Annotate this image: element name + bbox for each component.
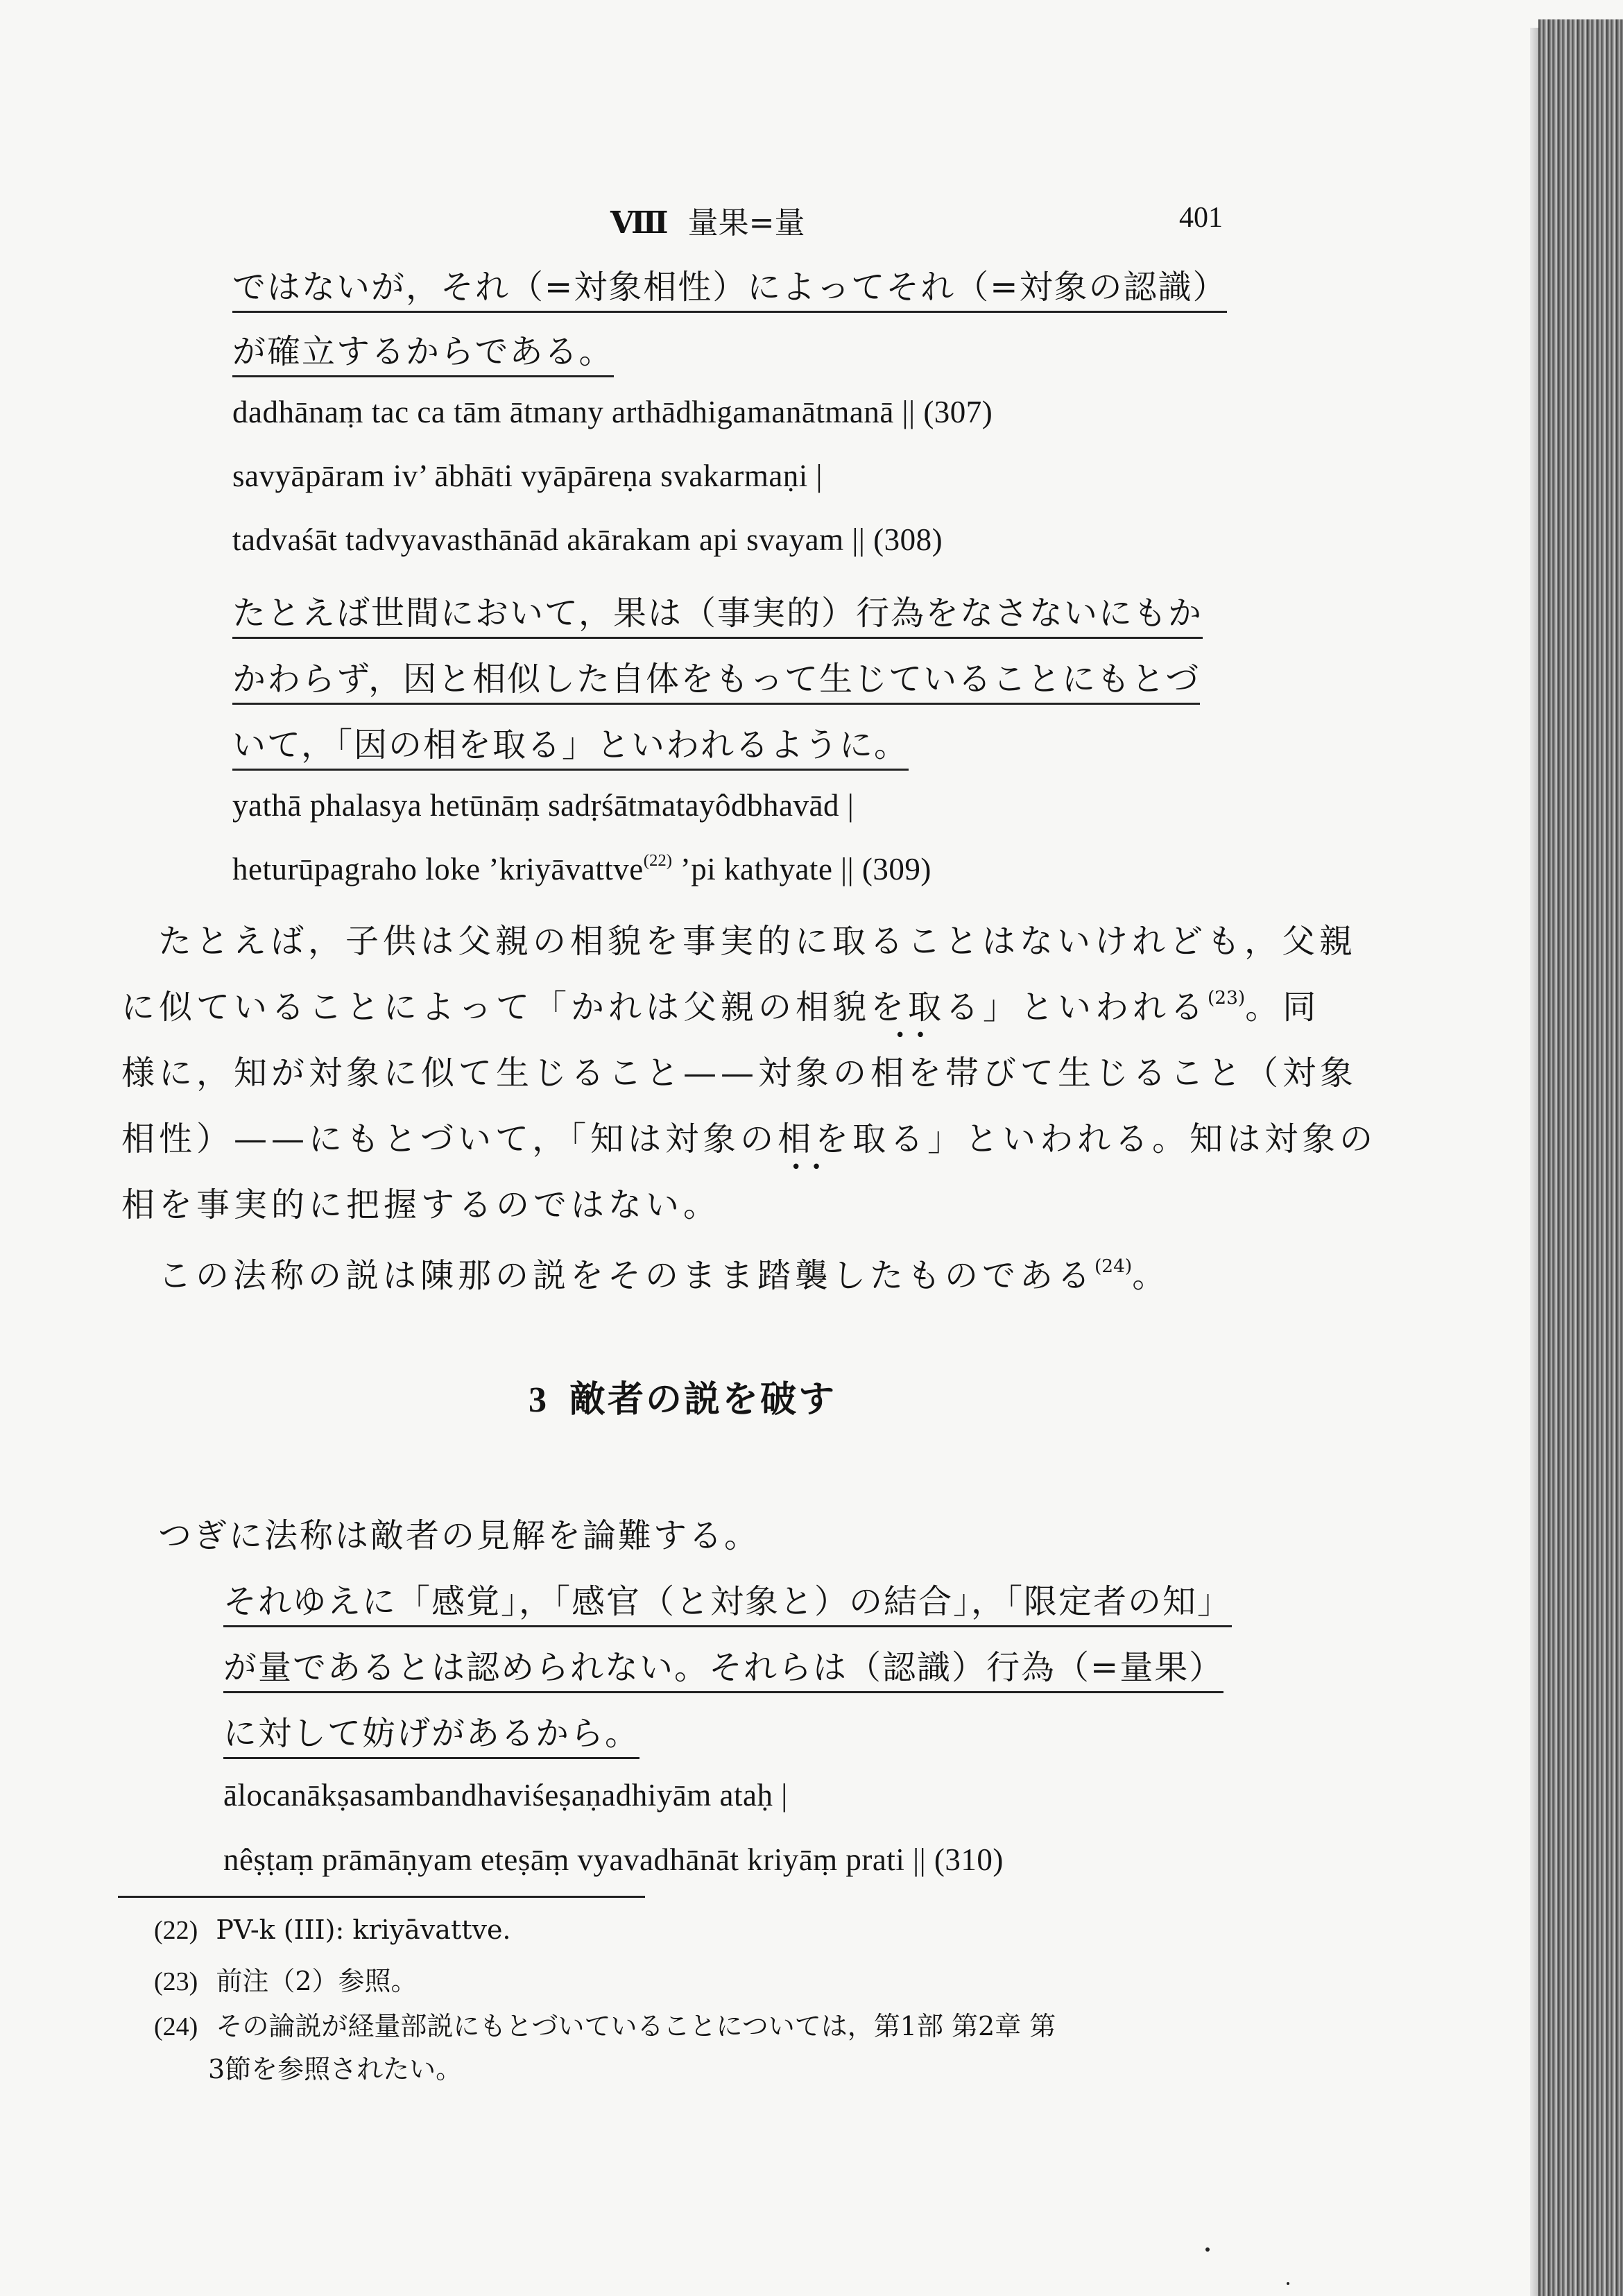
footnote-continuation: 3節を参照されたい。 bbox=[208, 2054, 463, 2084]
scan-speck bbox=[1205, 2247, 1210, 2252]
body-paragraph-line bbox=[121, 980, 1320, 1028]
sanskrit-verse-line: savyāpāram iv’ ābhāti vyāpāreṇa svakarmaṇi | bbox=[232, 459, 823, 493]
sanskrit-verse-line: tadvaśāt tadvyavasthānād akārakam api svayam || (308) bbox=[232, 522, 943, 557]
body-text: 。 bbox=[1132, 1256, 1170, 1295]
footnote-text: 前注（2）参照。 bbox=[216, 1966, 418, 1996]
verse-translation-line: が量であるとは認められない。それらは（認識）行為（=量果） bbox=[223, 1640, 1223, 1693]
sanskrit-verse-line: dadhānaṃ tac ca tām ātmany arthādhigamanātmanā || (307) bbox=[232, 395, 993, 429]
verse-translation-line: いて，「因の相を取る」といわれるように。 bbox=[232, 718, 909, 771]
page-number: 401 bbox=[1179, 202, 1223, 234]
sanskrit-verse-line: yathā phalasya hetūnāṃ sadṛśātmatayôdbhavād | bbox=[232, 788, 855, 823]
footnote bbox=[154, 1960, 418, 1998]
body-text: この法称の説は陳那の説をそのまま踏襲したものである bbox=[158, 1256, 1095, 1295]
body-paragraph-line: 様に，知が対象に似て生じること——対象の相を帯びて生じること（対象 bbox=[121, 1054, 1358, 1093]
verse-translation-line: ではないが，それ（=対象相性）によってそれ（=対象の認識） bbox=[232, 260, 1227, 313]
footnote-text: その論説が経量部説にもとづいていることについては，第1部 第2章 第 bbox=[216, 2011, 1056, 2041]
chapter-roman-numeral: Ⅷ bbox=[610, 205, 669, 241]
section-title: 敵者の説を破す bbox=[569, 1378, 837, 1421]
footnote-ref: (22) bbox=[643, 851, 672, 871]
footnote-separator bbox=[118, 1896, 645, 1898]
verse-translation-line: たとえば世間において，果は（事実的）行為をなさないにもか bbox=[232, 586, 1203, 639]
section-heading bbox=[529, 1370, 836, 1422]
footnote-ref: (23) bbox=[1208, 986, 1246, 1009]
body-text: 。同 bbox=[1245, 988, 1321, 1027]
body-text: に似ていることによって「かれは父親の相貌を取る」といわれる bbox=[121, 988, 1208, 1027]
footnote bbox=[154, 1914, 511, 1946]
footnote-mark: (22) bbox=[154, 1916, 198, 1945]
sanskrit-text: heturūpagraho loke ’kriyāvattve bbox=[232, 852, 644, 886]
footnote-mark: (23) bbox=[154, 1967, 198, 1996]
emphasis-dots: •• bbox=[895, 1025, 936, 1046]
section-number: 3 bbox=[529, 1380, 549, 1420]
footnote-mark: (24) bbox=[154, 2012, 198, 2041]
verse-translation-line: それゆえに「感覚」，「感官（と対象と）の結合」，「限定者の知」 bbox=[223, 1575, 1232, 1627]
body-paragraph-line: 相を事実的に把握するのではない。 bbox=[121, 1185, 721, 1224]
verse-translation-line: が確立するからである。 bbox=[232, 325, 614, 377]
sanskrit-verse-line: ālocanākṣasambandhaviśeṣaṇadhiyām ataḥ | bbox=[223, 1778, 788, 1813]
scan-speck bbox=[1287, 2282, 1289, 2285]
sanskrit-text: ’pi kathyate || (309) bbox=[672, 852, 931, 886]
verse-translation-line: かわらず，因と相似した自体をもって生じていることにもとづ bbox=[232, 652, 1200, 705]
body-paragraph-line: 相性）——にもとづいて，「知は対象の相を取る」といわれる。知は対象の bbox=[121, 1120, 1377, 1158]
body-paragraph-line: つぎに法称は敵者の見解を論難する。 bbox=[158, 1516, 760, 1555]
body-paragraph-line bbox=[158, 1249, 1169, 1296]
sanskrit-verse-line bbox=[232, 851, 931, 887]
sanskrit-verse-line: nêṣṭaṃ prāmāṇyam eteṣāṃ vyavadhānāt kriyāṃ prati || (310) bbox=[223, 1842, 1004, 1877]
body-paragraph-line: たとえば，子供は父親の相貌を事実的に取ることはないけれども，父親 bbox=[158, 922, 1357, 961]
running-header bbox=[610, 198, 805, 242]
verse-translation-line: に対して妨げがあるから。 bbox=[223, 1706, 639, 1759]
footnote-ref: (24) bbox=[1094, 1255, 1133, 1277]
book-spine-scan-edge bbox=[1538, 19, 1623, 2296]
emphasis-dots: •• bbox=[791, 1157, 832, 1178]
footnote bbox=[154, 2005, 1056, 2043]
chapter-title: 量果=量 bbox=[687, 205, 805, 241]
footnote-text: PV-k (III): kriyāvattve. bbox=[216, 1914, 511, 1945]
